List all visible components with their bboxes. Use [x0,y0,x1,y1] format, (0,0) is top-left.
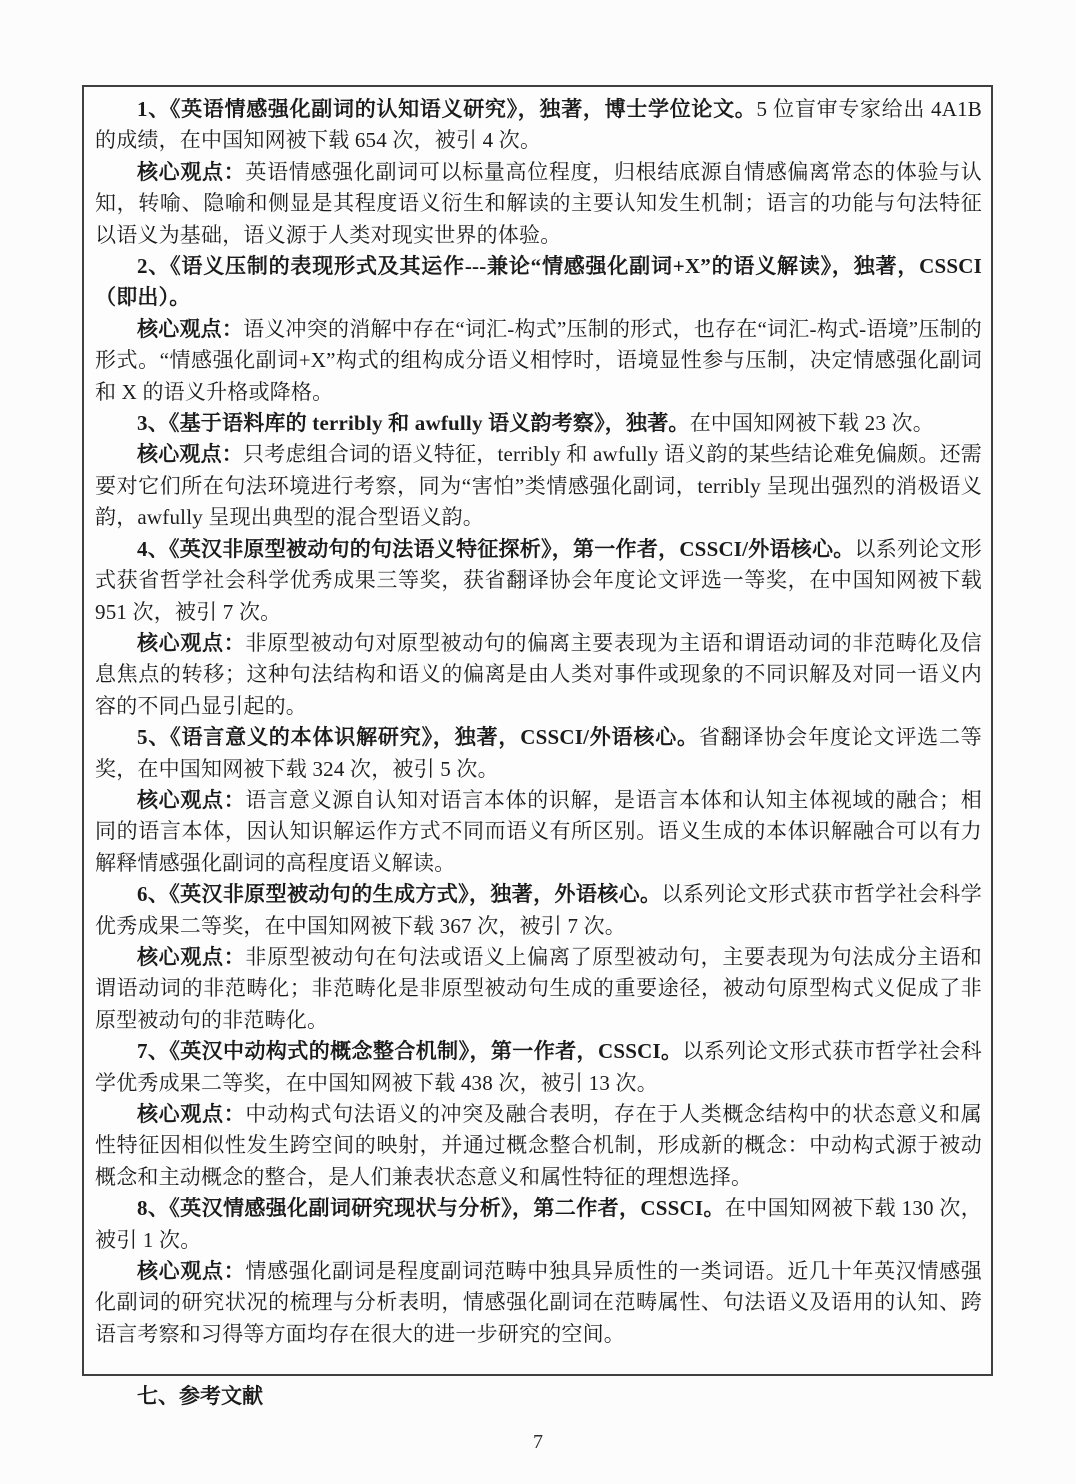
core-viewpoint-label: 核心观点： [137,787,246,812]
publication-title [95,534,982,628]
publication-title-rest: 省翻译协会年度论文评选二等奖，在中国知网被下载 324 次，被引 5 次。 [95,725,982,781]
core-viewpoint-text: 语言意义源自认知对语言本体的识解，是语言本体和认知主体视域的融合；相同的语言本体，因认知识解运作方式不同而语义有所区别。语义生成的本体识解融合可以有力解释情感强化副词的高程度语义解读。 [95,787,983,875]
publication-title-rest: 5 位盲审专家给出 4A1B 的成绩，在中国知网被下载 654 次，被引 4 次。 [95,97,982,153]
core-viewpoint [95,439,982,533]
publication-title-bold: 5、《语言意义的本体识解研究》，独著，CSSCI/外语核心。 [137,725,699,750]
publication-title-bold: 3、《基于语料库的 terribly 和 awfully 语义韵考察》，独著。 [137,411,690,436]
document-border-frame [82,85,993,1409]
publication-item [95,534,982,722]
publication-title-bold: 8、《英汉情感强化副词研究现状与分析》，第二作者，CSSCI。 [137,1196,725,1221]
publication-title-bold: 2、《语义压制的表现形式及其运作---兼论“情感强化副词+X”的语义解读》，独著，CSSCI（即出）。 [95,254,982,310]
core-viewpoint-text: 情感强化副词是程度副词范畴中独具异质性的一类词语。近几十年英汉情感强化副词的研究状况的梳理与分析表明，情感强化副词在范畴属性、句法语义及语用的认知、跨语言考察和习得等方面均存在很大的进一步研究的空间。 [95,1259,983,1346]
publication-title [95,251,982,314]
core-viewpoint-text: 非原型被动句对原型被动句的偏离主要表现为主语和谓语动词的非范畴化及信息焦点的转移；这种句法结构和语义的偏离是由人类对事件或现象的不同识解及对同一语义内容的不同凸显引起的。 [95,630,983,718]
section-heading-references: 七、参考文献 [137,1384,263,1409]
publication-title-rest: 在中国知网被下载 23 次。 [689,411,934,436]
publication-title-rest: 以系列论文形式获省哲学社会科学优秀成果三等奖，获省翻译协会年度论文评选一等奖，在中国知网被下载 951 次，被引 7 次。 [95,536,982,624]
publication-title [95,94,982,157]
core-viewpoint-label: 核心观点： [137,316,244,341]
core-viewpoint-text: 英语情感强化副词可以标量高位程度，归根结底源自情感偏离常态的体验与认知，转喻、隐喻和侧显是其程度语义衍生和解读的主要认知发生机制；语言的功能与句法特征以语义为基础，语义源于人类对现实世界的体验。 [95,159,983,247]
publication-item [95,879,982,1036]
core-viewpoint-label: 核心观点： [137,442,244,467]
core-viewpoint-label: 核心观点： [137,1259,246,1284]
publication-title-bold: 6、《英汉非原型被动句的生成方式》，独著，外语核心。 [137,882,662,907]
core-viewpoint-label: 核心观点： [137,1102,246,1126]
publication-item [95,1036,982,1193]
publication-title-rest: 以系列论文形式获市哲学社会科学优秀成果二等奖，在中国知网被下载 438 次，被引 13 次。 [95,1039,982,1095]
core-viewpoint-label: 核心观点： [137,944,246,969]
publication-title [95,722,982,785]
core-viewpoint-text: 只考虑组合词的语义特征，terribly 和 awfully 语义韵的某些结论难免偏颇。还需要对它们所在句法环境进行考察，同为“害怕”类情感强化副词，terribly 呈现出强烈的消极语义韵，awfully 呈现出典型的混合型语义韵。 [95,442,982,530]
core-viewpoint [95,942,982,1036]
core-viewpoint [95,1099,982,1193]
core-viewpoint [95,314,982,408]
core-viewpoint-label: 核心观点： [137,159,246,184]
publication-title [95,879,982,942]
publication-item [95,1193,982,1350]
publication-item [95,251,982,408]
publication-title-bold: 1、《英语情感强化副词的认知语义研究》，独著，博士学位论文。 [137,97,757,121]
core-viewpoint-label: 核心观点： [137,630,246,655]
publication-title-rest: 以系列论文形式获市哲学社会科学优秀成果二等奖，在中国知网被下载 367 次，被引 7 次。 [95,882,983,938]
publication-item [95,408,982,534]
core-viewpoint-text: 中动构式句法语义的冲突及融合表明，存在于人类概念结构中的状态意义和属性特征因相似性发生跨空间的映射，并通过概念整合机制，形成新的概念：中动构式源于被动概念和主动概念的整合，是人们兼表状态意义和属性特征的理想选择。 [95,1102,983,1189]
core-viewpoint [95,1256,982,1350]
publication-title-rest: 在中国知网被下载 130 次，被引 1 次。 [95,1196,982,1252]
core-viewpoint [95,157,982,251]
publication-item [95,722,982,879]
core-viewpoint [95,785,982,879]
publication-title [95,1036,982,1099]
core-viewpoint-text: 非原型被动句在句法或语义上偏离了原型被动句，主要表现为句法成分主语和谓语动词的非范畴化；非范畴化是非原型被动句生成的重要途径，被动句原型构式义促成了非原型被动句的非范畴化。 [95,944,983,1032]
publication-title [95,408,982,439]
publication-title [95,1193,982,1256]
publication-item [95,94,982,251]
publication-title-bold: 4、《英汉非原型被动句的句法语义特征探析》，第一作者，CSSCI/外语核心。 [137,536,855,561]
core-viewpoint-text: 语义冲突的消解中存在“词汇-构式”压制的形式，也存在“词汇-构式-语境”压制的形式。“情感强化副词+X”构式的组构成分语义相悖时，语境显性参与压制，决定情感强化副词和 X 的语义升格或降格。 [95,316,982,404]
publication-title-bold: 7、《英汉中动构式的概念整合机制》，第一作者，CSSCI。 [137,1039,683,1064]
page-number: 7 [533,1431,543,1453]
core-viewpoint [95,628,982,722]
